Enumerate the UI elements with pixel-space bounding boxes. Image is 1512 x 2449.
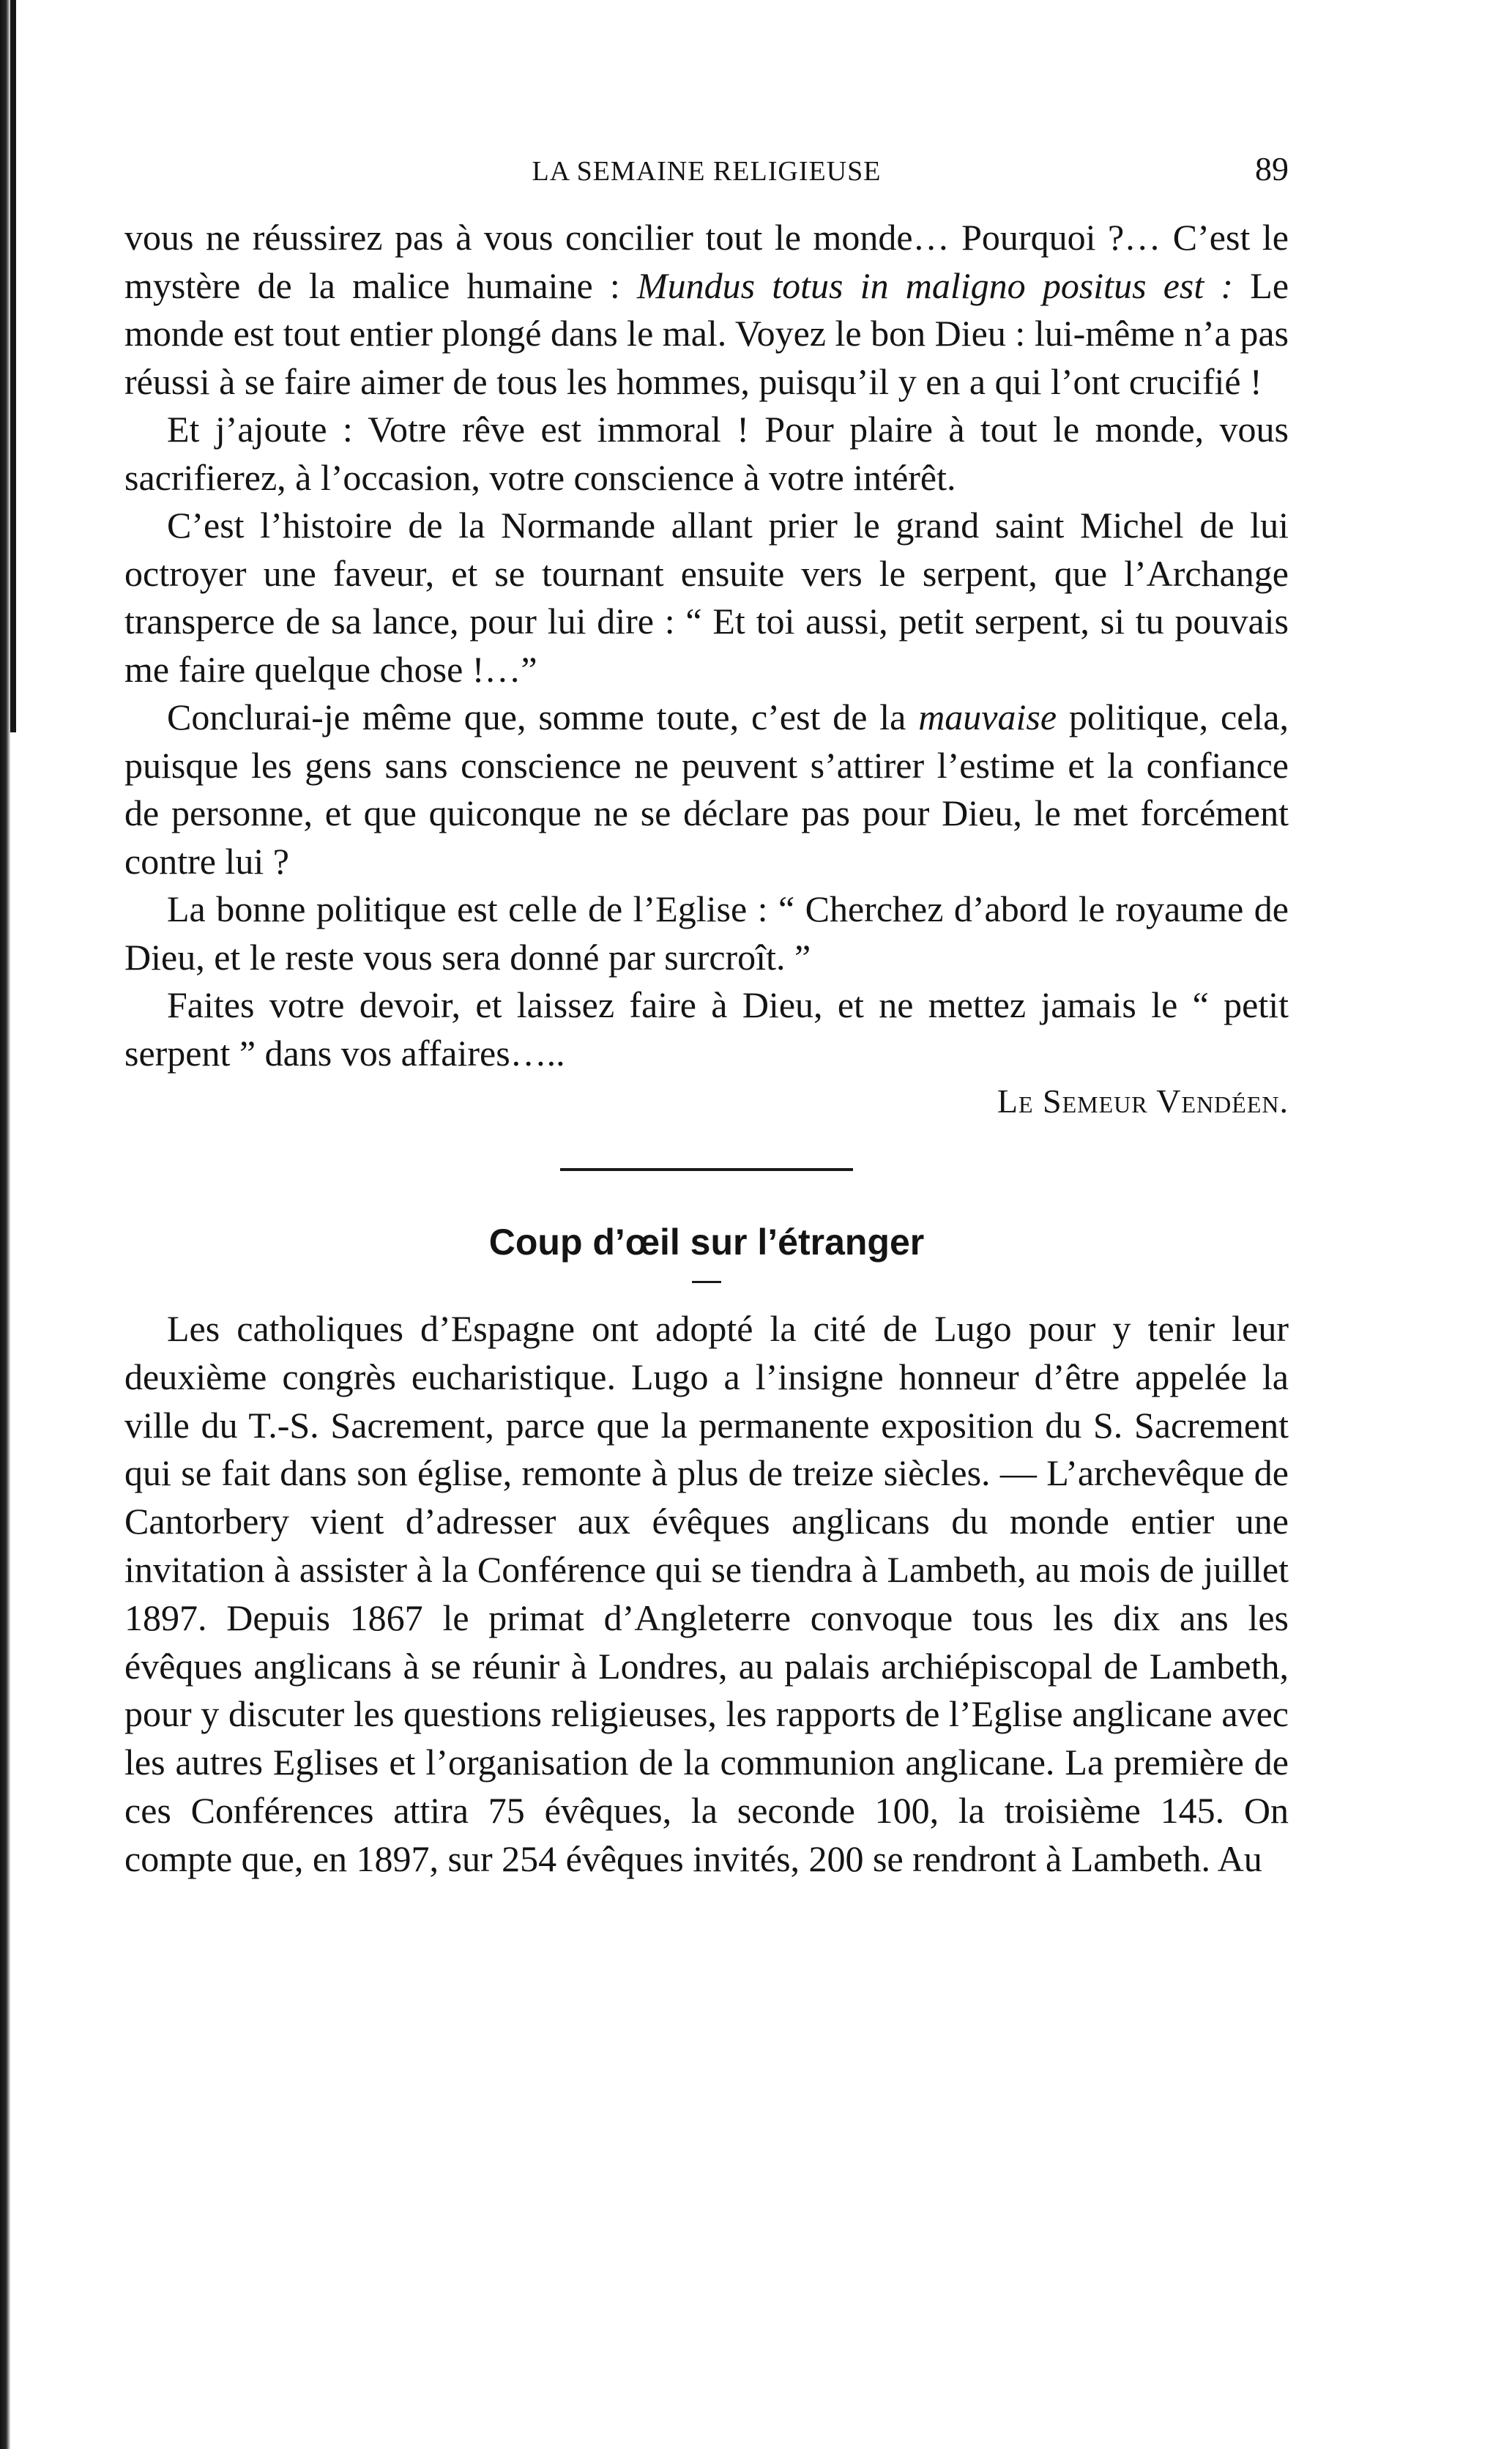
article-signature: Le Semeur Vendéen. [997, 1082, 1289, 1120]
page-header [124, 146, 1289, 198]
emphasized-word: mauvaise [918, 696, 1057, 737]
latin-quotation: Mundus totus in maligno positus est : [636, 264, 1234, 306]
page-number: 89 [1255, 150, 1289, 187]
section-body [124, 1305, 1289, 1884]
paragraph-4 [124, 694, 1289, 885]
section-divider [560, 1168, 853, 1171]
article-body [124, 214, 1289, 1126]
paragraph-1 [124, 214, 1289, 406]
document-page [124, 146, 1289, 1884]
running-title: LA SEMAINE RELIGIEUSE [532, 156, 882, 187]
paragraph-6: Faites votre devoir, et laissez faire à Dieu, et ne mettez jamais le “ petit serpent ” dans vos affaires….. [124, 984, 1289, 1074]
paragraph-2: Et j’ajoute : Votre rêve est immoral ! Pour plaire à tout le monde, vous sacrifierez, à l’occasion, votre conscience à votre intérêt. [124, 409, 1289, 498]
section-paragraph: Les catholiques d’Espagne ont adopté la cité de Lugo pour y tenir leur deuxième congrès eucharistique. Lugo a l’insigne honneur d’être appelée la ville du T.-S. Sacrement, parce que la permanente exposition du S. Sacrement qui se fait dans son église, remonte à plus de treize siècles. — L’archevêque de Cantorbery vient d’adresser aux évêques anglicans du monde entier une invitation à assister à la Conférence qui se tiendra à Lambeth, au mois de juillet 1897. Depuis 1867 le primat d’Angleterre convoque tous les dix ans les évêques anglicans à se réunir à Londres, au palais archiépiscopal de Lambeth, pour y discuter les questions religieuses, les rapports de l’Eglise anglicane avec les autres Eglises et l’organisation de la communion anglicane. La première de ces Conférences attira 75 évêques, la seconde 100, la troisième 145. On compte que, en 1897, sur 254 évêques invités, 200 se rendront à Lambeth. Au [124, 1308, 1289, 1879]
title-dash [692, 1281, 721, 1283]
page-binding-edge [0, 0, 10, 2449]
section-title: Coup d’œil sur l’étranger [488, 1222, 925, 1263]
paragraph-4-text-b: politique, cela, puisque les gens sans conscience ne peuvent s’attirer l’estime et la confiance de personne, et que quiconque ne se déclare pas pour Dieu, le met forcément contre lui ? [124, 696, 1289, 882]
paragraph-1-text-a: vous ne réussirez pas à vous concilier tout le monde… Pourquoi ?… C’est le mystère de la malice humaine : [124, 217, 1289, 306]
paragraph-1-text-b: Le monde est tout entier plongé dans le mal. Voyez le bon Dieu : lui-même n’a pas réussi à se faire aimer de tous les hommes, puisqu’il y en a qui l’ont crucifié ! [124, 264, 1289, 402]
paragraph-3: C’est l’histoire de la Normande allant prier le grand saint Michel de lui octroyer une faveur, et se tournant ensuite vers le serpent, que l’Archange transperce de sa lance, pour lui dire : “ Et toi aussi, petit serpent, si tu pouvais me faire quelque chose !…” [124, 505, 1289, 690]
paragraph-4-text-a: Conclurai-je même que, somme toute, c’est de la [167, 696, 919, 737]
paragraph-5: La bonne politique est celle de l’Eglise : “ Cherchez d’abord le royaume de Dieu, et le reste vous sera donné par surcroît. ” [124, 888, 1289, 978]
